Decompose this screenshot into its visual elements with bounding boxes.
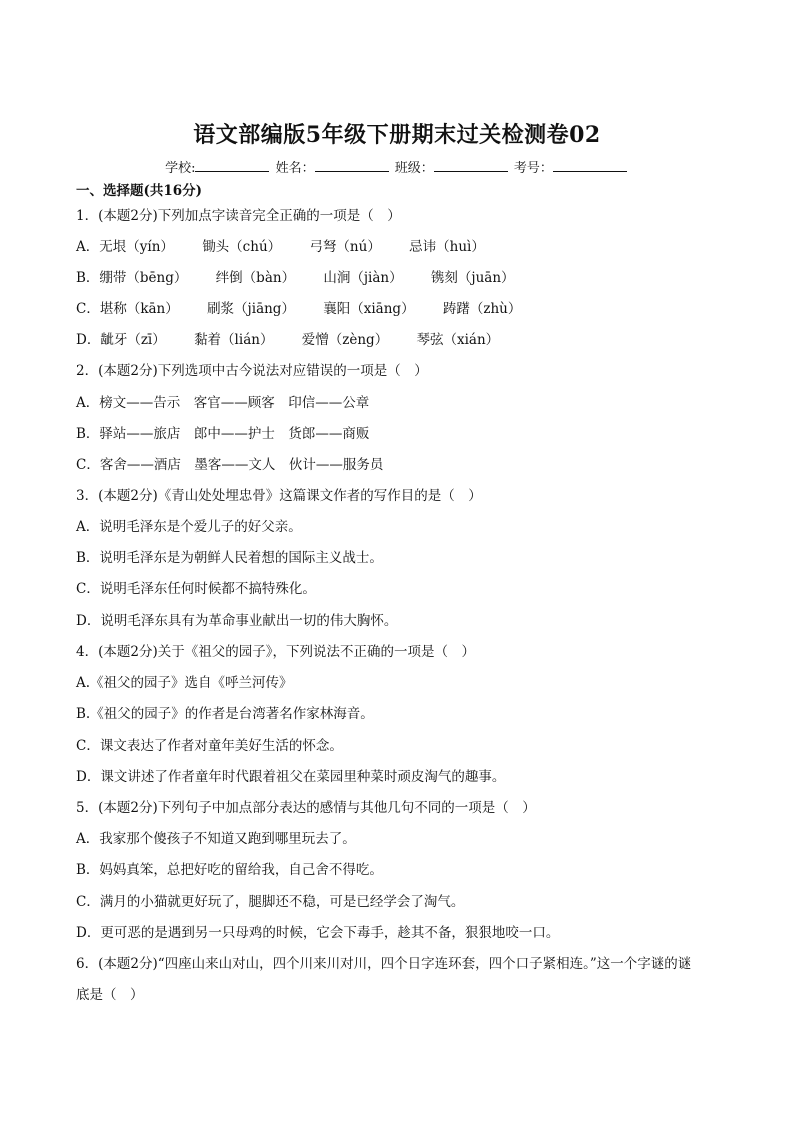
q5-stem: 5．(本题2分)下列句子中加点部分表达的感情与其他几句不同的一项是（ ） [76, 800, 536, 816]
q1-c-4: 踌躇（zhù） [442, 301, 522, 317]
q2-option-b: B．驿站——旅店 郎中——护士 货郎——商贩 [76, 426, 370, 442]
q3-option-c: C．说明毛泽东任何时候都不搞特殊化。 [76, 581, 316, 597]
q1-c-3: 襄阳（xiāng） [323, 301, 415, 317]
class-label: 班级： [394, 161, 434, 176]
q1-stem: 1．(本题2分)下列加点字读音完全正确的一项是（ ） [76, 208, 401, 224]
q3-option-d: D．说明毛泽东具有为革命事业献出一切的伟大胸怀。 [76, 613, 398, 629]
q5-option-c: C．满月的小猫就更好玩了，腿脚还不稳，可是已经学会了淘气。 [76, 894, 465, 910]
q1-a-2: 锄头（chú） [202, 239, 282, 255]
q1-a-4: 忌讳（huì） [409, 239, 485, 255]
school-blank[interactable] [195, 159, 269, 172]
name-label: 姓名： [275, 161, 315, 176]
exam-number-label: 考号： [513, 161, 553, 176]
q1-a-1: A．无垠（yín） [76, 239, 174, 255]
q1-d-4: 琴弦（xián） [416, 332, 500, 348]
q1-d-1: D．龇牙（zī） [76, 332, 166, 348]
school-label: 学校: [165, 161, 196, 176]
section-heading: 一、选择题(共16分) [76, 183, 203, 199]
q4-option-a: A.《祖父的园子》选自《呼兰河传》 [76, 675, 293, 691]
q1-c-2: 刷浆（jiāng） [207, 301, 295, 317]
q1-option-b [76, 266, 515, 286]
q6-stem-line2: 底是（ ） [76, 987, 144, 1003]
q6-stem-line1: 6．(本题2分)“四座山来山对山，四个川来川对川，四个日字连环套，四个口子紧相连。”这一个字谜的谜 [76, 956, 692, 972]
q3-option-a: A．说明毛泽东是个爱儿子的好父亲。 [76, 519, 302, 535]
q1-b-3: 山涧（jiàn） [323, 270, 403, 286]
q3-stem: 3．(本题2分)《青山处处埋忠骨》这篇课文作者的写作目的是（ ） [76, 488, 482, 504]
q1-d-2: 黏着（lián） [194, 332, 274, 348]
class-blank[interactable] [434, 159, 508, 172]
q4-option-d: D．课文讲述了作者童年时代跟着祖父在菜园里种菜时顽皮淘气的趣事。 [76, 769, 506, 785]
q5-option-a: A．我家那个傻孩子不知道又跑到哪里玩去了。 [76, 831, 356, 847]
q5-option-d: D．更可恶的是遇到另一只母鸡的时候，它会下毒手，趁其不备，狠狠地咬一口。 [76, 925, 560, 941]
q2-option-a: A．榜文——告示 客官——顾客 印信——公章 [76, 395, 370, 411]
q4-stem: 4．(本题2分)关于《祖父的园子》，下列说法不正确的一项是（ ） [76, 644, 475, 660]
q5-option-b: B．妈妈真笨，总把好吃的留给我，自己舍不得吃。 [76, 862, 383, 878]
q1-c-1: C．堪称（kān） [76, 301, 179, 317]
name-blank[interactable] [315, 159, 389, 172]
q1-b-4: 镌刻（juān） [430, 270, 515, 286]
q1-option-d [76, 328, 499, 348]
q1-d-3: 爱憎（zèng） [301, 332, 389, 348]
q4-option-b: B.《祖父的园子》的作者是台湾著名作家林海音。 [76, 706, 374, 722]
q4-option-c: C．课文表达了作者对童年美好生活的怀念。 [76, 738, 343, 754]
q1-b-2: 绊倒（bàn） [215, 270, 296, 286]
exam-number-blank[interactable] [553, 159, 627, 172]
q2-option-c: C．客舍——酒店 墨客——文人 伙计——服务员 [76, 457, 384, 473]
student-info-line [0, 157, 794, 176]
q3-option-b: B．说明毛泽东是为朝鲜人民着想的国际主义战士。 [76, 550, 383, 566]
q1-b-1: B．绷带（bēng） [76, 270, 188, 286]
q1-option-a [76, 235, 485, 255]
q2-stem: 2．(本题2分)下列选项中古今说法对应错误的一项是（ ） [76, 363, 428, 379]
q1-a-3: 弓弩（nú） [309, 239, 381, 255]
page-title: 语文部编版5年级下册期末过关检测卷02 [193, 122, 601, 148]
q1-option-c [76, 297, 521, 317]
